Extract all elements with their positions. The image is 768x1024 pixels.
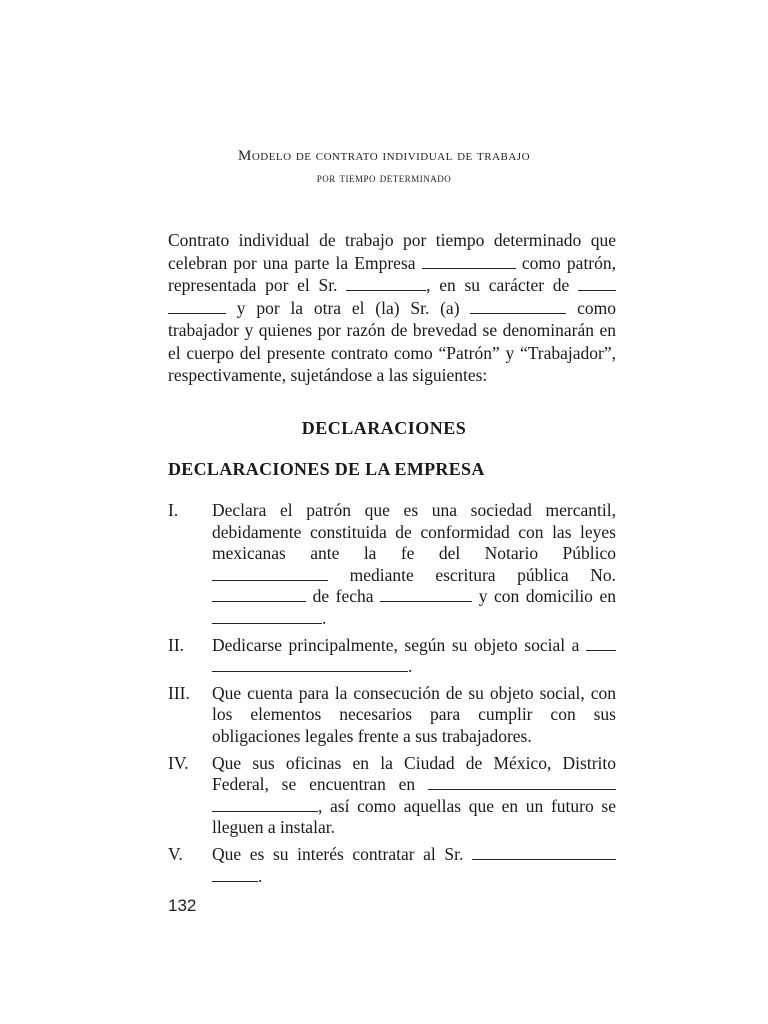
declaration-text [212,500,616,630]
declaration-text [212,635,616,678]
blank-field-caracter-cont[interactable] [168,299,226,314]
intro-text-2: como patrón, representada por el Sr. [168,252,617,295]
blank-field-caracter[interactable] [578,276,616,291]
declaration-item [168,500,616,630]
blank-field-oficinas[interactable] [428,775,616,790]
blank-field-trabajador[interactable] [470,299,566,314]
blank-field-oficinas-cont[interactable] [212,797,318,812]
blank-field-objeto-cont[interactable] [212,657,408,672]
declaration-item [168,683,616,748]
intro-text-1: Contrato individual de trabajo por tiempo determinado que celebran por una parte la Empresa [168,230,616,273]
declaration-text-part: Dedicarse principalmente, según su objeto social a [212,634,580,655]
blank-field-representante[interactable] [346,276,426,291]
declaration-text-part: y con domicilio en [478,586,617,607]
declaraciones-heading: DECLARACIONES [301,418,467,438]
declaration-number: III. [168,682,190,703]
declaration-text [212,844,616,887]
declaration-number: II. [168,634,185,655]
blank-field-fecha[interactable] [380,587,472,602]
blank-field-escritura[interactable] [212,587,306,602]
declaration-number: V. [168,843,183,864]
blank-field-objeto[interactable] [586,636,616,651]
declarations-list [168,500,616,892]
document-title-line-1: Modelo de contrato individual de trabajo [237,148,531,164]
declaration-text-part: . [322,607,327,628]
declaration-text-part: mediante escritura pública No. [349,564,617,585]
page-number: 132 [168,896,197,915]
declaration-text-part: Que sus oficinas en la Ciudad de México, Distrito Federal, se encuentran en [212,752,616,795]
declaration-item [168,753,616,839]
intro-text-4: y por la otra el (la) Sr. (a) [236,297,460,318]
declaration-number: IV. [168,752,189,773]
blank-field-empresa[interactable] [422,254,516,269]
intro-text-5: como trabajador y quienes por razón de brevedad se denominarán en el cuerpo del presente contrato como “Patrón” y “Trabajador”, respectivamente, sujetándose a las siguientes: [168,297,617,385]
blank-field-notario[interactable] [212,566,328,581]
declaration-text-part: Que cuenta para la consecución de su objeto social, con los elementos necesarios para cumplir con sus obligaciones legales frente a sus trabajadores. [212,682,616,746]
blank-field-contratar[interactable] [472,845,616,860]
declaration-text-part: de fecha [312,586,374,607]
declaration-text-part: . [258,865,263,886]
intro-text-3: , en su carácter de [426,275,570,295]
document-title-line-2: por tiempo determinado [316,170,452,185]
declaration-text-part: . [408,656,413,677]
declaration-text-part: , así como aquellas que en un futuro se lleguen a instalar. [212,795,616,838]
blank-field-contratar-cont[interactable] [212,867,258,882]
declaration-item [168,844,616,887]
declaration-number: I. [168,500,179,520]
declaration-text [212,683,616,748]
declaration-text-part: Declara el patrón que es una sociedad mercantil, debidamente constituida de conformidad con las leyes mexicanas ante la fe del Notario Público [212,500,616,564]
declaration-text [212,753,616,839]
intro-paragraph [168,229,616,387]
declaration-text-part: Que es su interés contratar al Sr. [212,843,464,864]
declaration-item [168,635,616,678]
declaraciones-empresa-heading: DECLARACIONES DE LA EMPRESA [168,459,485,479]
blank-field-domicilio[interactable] [212,609,322,624]
